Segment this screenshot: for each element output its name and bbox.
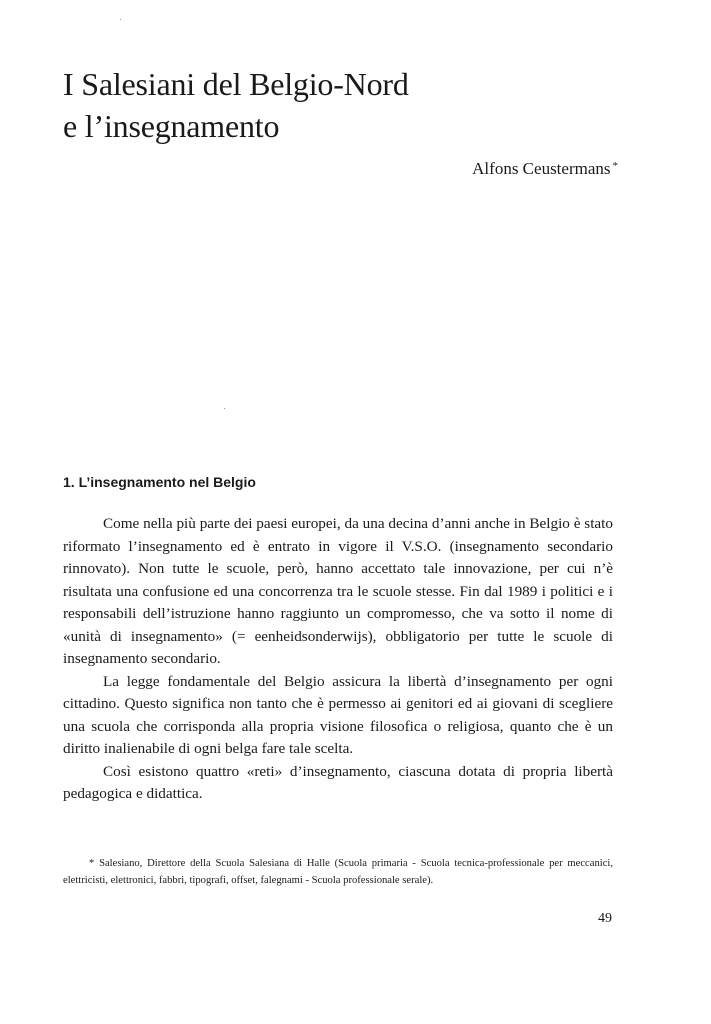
author-footnote-mark: * (612, 160, 618, 172)
article-title (63, 63, 409, 147)
article-title-line-1: I Salesiani del Belgio-Nord (63, 66, 409, 102)
body-text (63, 513, 613, 806)
author-name: Alfons Ceustermans (472, 159, 611, 178)
section-heading: 1. L’insegnamento nel Belgio (63, 474, 256, 490)
paragraph: Come nella più parte dei paesi europei, da una decina d’anni anche in Belgio è stato riformato l’insegnamento ed è entrato in vigore il V.S.O. (insegnamento secondario rinnovato). Non tutte le scuole, però, hanno accettato tale innovazione, per cui n’è risultata una confusione ed una concorrenza tra le scuole stesse. Fin dal 1989 i politici e i responsabili dell’istruzione hanno raggiunto un compromesso, che va sotto il nome di «unità di insegnamento» (= eenheidsonderwijs), obbligatorio per tutte le scuole di insegnamento secondario. (63, 515, 613, 667)
scan-speck (120, 19, 121, 20)
paragraph: La legge fondamentale del Belgio assicura la libertà d’insegnamento per ogni cittadino. Questo significa non tanto che è permesso ai genitori ed ai giovani di scegliere una scuola che corrisponda alla propria visione filosofica o religiosa, quanto che è un diritto inalienabile di ogni belga fare tale scelta. (63, 672, 613, 757)
scan-speck (224, 408, 225, 409)
article-title-line-2: e l’insegnamento (63, 108, 280, 144)
footnote: * Salesiano, Direttore della Scuola Salesiana di Halle (Scuola primaria - Scuola tecnica-professionale per meccanici, elettricisti, elettronici, fabbri, tipografi, offset, falegnami - Scuola professionale serale). (63, 858, 613, 886)
author-byline (472, 159, 618, 179)
paragraph: Così esistono quattro «reti» d’insegnamento, ciascuna dotata di propria libertà pedagogica e didattica. (63, 762, 613, 802)
page-number: 49 (598, 911, 612, 926)
